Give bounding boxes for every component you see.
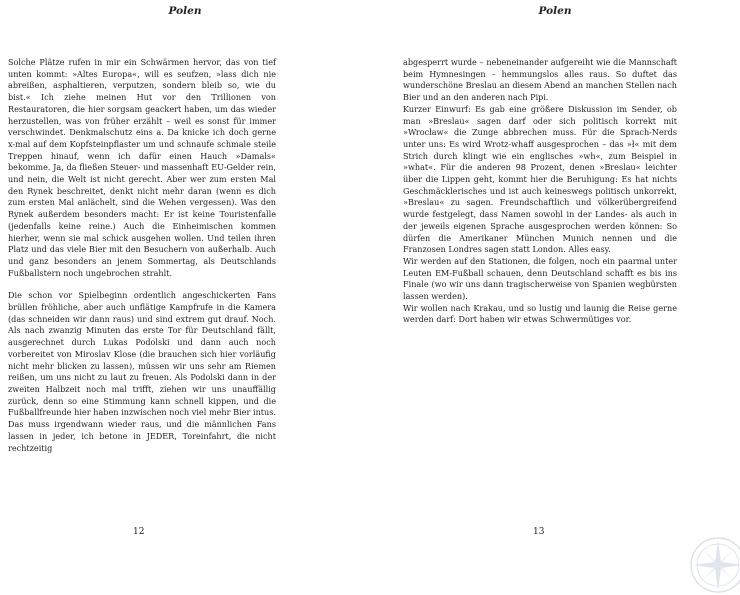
paragraph: Wir wollen nach Krakau, und so lustig und launig die Reise gerne werden darf: Dort haben wir etwas Schwermütiges vor. bbox=[403, 302, 677, 325]
right-page bbox=[370, 0, 740, 592]
page-number: 12 bbox=[133, 527, 145, 537]
paragraph: Solche Plätze rufen in mir ein Schwärmen hervor, das von tief unten kommt: »Altes Europa«, will es seufzen, »lass dich nie abreißen, asphaltieren, verputzen, sondern bleib so, wie du bist.« Ich ziehe meinen Hut vor den Trillionen von Restauratoren, die hier sorgsam geackert haben, um das wieder herzustellen, was von früher erzählt – weil es sonst für immer verschwindet. Denkmalschutz eins a. Da knicke ich doch gerne x-mal auf dem Kopfsteinpflaster um und schnaufe schmale steile Treppen hinauf, wenn ich dafür einen Hauch »Damals« bekomme. Ja, da fließen Steuer- und massenhaft EU-Gelder rein, und nein, die Welt ist nicht gerecht. Aber wer zum ersten Mal den Rynek beschreitet, denkt nicht mehr daran (wenn es dich zum ersten Mal anlächelt, sind die Wehen vergessen). Was den Rynek außerdem besonders macht: Er ist keine Touristenfalle (jedenfalls keine reine.) Auch die Einheimischen kommen hierher, wenn sie mal schick ausgehen wollen. Und teilen ihren Platz und das viele Bier mit den Besuchern von außerhalb. Auch und ganz besonders an jenem Sommertag, als Deutschlands Fußballstern noch ungebrochen strahlt. bbox=[8, 57, 276, 278]
paragraph: Wir werden auf den Stationen, die folgen, noch ein paarmal unter Leuten EM-Fußball schauen, denn Deutschland schafft es bis ins Finale (wo wir uns dann tragischerweise von Spanien wegbürsten lassen werden). bbox=[403, 255, 677, 302]
paragraph: Die schon vor Spielbeginn ordentlich angeschickerten Fans brüllen fröhliche, aber auch unflätige Kampfrufe in die Kamera (das schneiden wir dann raus) und sind extrem gut drauf. Noch. Als nach zwanzig Minuten das erste Tor für Deutschland fällt, ausgerechnet durch Lukas Podolski und dann auch noch vorbereitet von Miroslav Klose (die brauchen sich hier vorläufig nicht mehr blicken zu lassen), müssen wir uns sehr am Riemen reißen, um uns nicht zu laut zu freuen. Als Podolski dann in der zweiten Halbzeit noch mal trifft, ziehen wir uns unauffällig zurück, denn so eine Stimmung kann schnell kippen, und die Fußballfreunde hier haben inzwischen noch viel mehr Bier intus. Das muss irgendwann wieder raus, und die männlichen Fans lassen in jeder, ich betone in JEDER, Toreinfahrt, die nicht rechtzeitig bbox=[8, 290, 276, 453]
page-number: 13 bbox=[533, 527, 545, 537]
body-text bbox=[8, 57, 276, 454]
running-header: Polen bbox=[168, 5, 202, 17]
left-page bbox=[0, 0, 370, 592]
body-text bbox=[403, 57, 677, 326]
compass-rose-seal-icon bbox=[688, 535, 740, 595]
running-header: Polen bbox=[538, 5, 572, 17]
paragraph: abgesperrt wurde – nebeneinander aufgereiht wie die Mannschaft beim Hymnesingen – hemmungslos alles raus. So duftet das wunderschöne Breslau an diesem Abend an manchen Stellen nach Bier und an den anderen nach Pipi. bbox=[403, 57, 677, 103]
paragraph: Kurzer Einwurf: Es gab eine größere Diskussion im Sender, ob man »Breslau« sagen darf oder sich politisch korrekt mit »Wrocław« die Zunge abbrechen muss. Für die Sprach-Nerds unter uns: Es wird Wrotz-whaff ausgesprochen – das »ł« mit dem Strich durch klingt wie ein englisches »wh«, zum Beispiel in »what«. Für die anderen 98 Prozent, denen »Breslau« leichter über die Lippen geht, kommt hier die Beruhigung: Es hat nichts Geschmäcklerisches und ist auch keineswegs politisch unkorrekt, »Breslau« zu sagen. Freundschaftlich und völkerübergreifend wurde festgelegt, dass Namen sowohl in der Landes- als auch in der jeweils eigenen Sprache ausgesprochen werden können: So dürfen die Amerikaner München Munich nennen und die Franzosen Londres sagen statt London. Alles easy. bbox=[403, 103, 677, 255]
